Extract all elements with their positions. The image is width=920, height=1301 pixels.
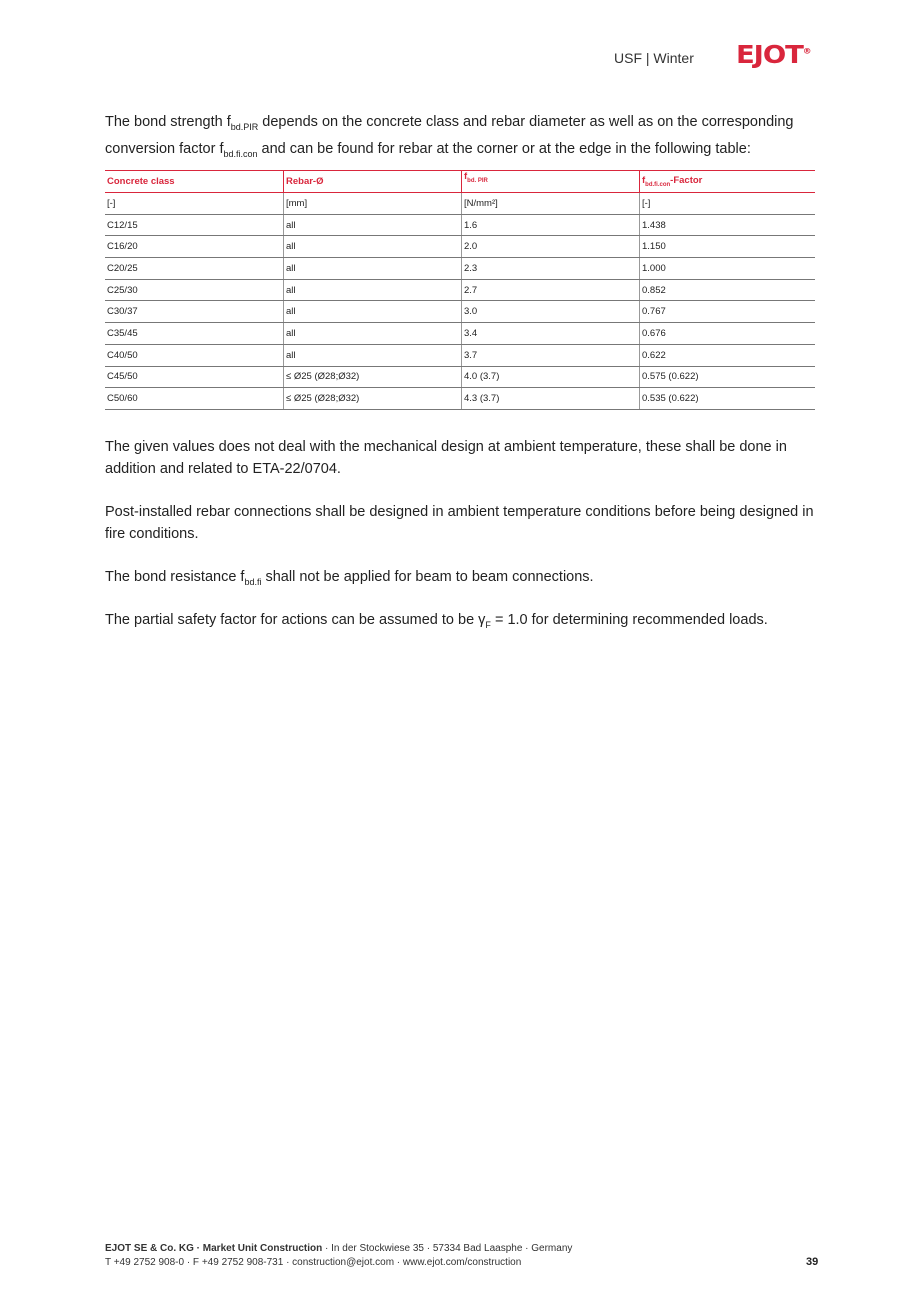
header-fbd-pir <box>462 171 640 193</box>
cell: C40/50 <box>105 344 284 366</box>
text: = 1.0 for determining recommended loads. <box>490 612 768 628</box>
ejot-logo: EJOT® <box>736 40 811 69</box>
table-row <box>105 388 815 410</box>
header-title: USF | Winter <box>614 50 694 66</box>
cell: C50/60 <box>105 388 284 410</box>
table-header-row <box>105 171 815 193</box>
subscript: F <box>485 619 491 630</box>
subscript: bd.fi.con <box>645 181 671 188</box>
cell: all <box>284 214 462 236</box>
cell: [mm] <box>284 193 462 215</box>
cell: C35/45 <box>105 323 284 345</box>
cell: [N/mm²] <box>462 193 640 215</box>
cell: 1.438 <box>640 214 816 236</box>
cell: 2.0 <box>462 236 640 258</box>
cell: 2.3 <box>462 258 640 280</box>
header-rebar: Rebar-Ø <box>284 171 462 193</box>
units-row <box>105 193 815 215</box>
cell: 0.852 <box>640 279 816 301</box>
text: The partial safety factor for actions can be assumed to be γ <box>105 612 486 628</box>
cell: all <box>284 279 462 301</box>
cell: ≤ Ø25 (Ø28;Ø32) <box>284 388 462 410</box>
cell: all <box>284 301 462 323</box>
cell: 4.3 (3.7) <box>462 388 640 410</box>
cell: all <box>284 344 462 366</box>
text: -Factor <box>670 175 703 187</box>
cell: ≤ Ø25 (Ø28;Ø32) <box>284 366 462 388</box>
cell: 0.767 <box>640 301 816 323</box>
footer <box>105 1242 572 1270</box>
cell: all <box>284 323 462 345</box>
address: · In der Stockwiese 35 · 57334 Bad Laasphe · Germany <box>322 1243 573 1254</box>
text: The bond strength f <box>105 114 231 130</box>
paragraph-ambient: The given values does not deal with the mechanical design at ambient temperature, these shall be done in addition and related to ETA-22/0704. <box>105 439 787 477</box>
table-row <box>105 323 815 345</box>
cell: C30/37 <box>105 301 284 323</box>
text: shall not be applied for beam to beam connections. <box>261 569 594 585</box>
text: f <box>464 171 468 182</box>
table-row <box>105 279 815 301</box>
cell: all <box>284 236 462 258</box>
cell: C12/15 <box>105 214 284 236</box>
cell: 3.7 <box>462 344 640 366</box>
intro-paragraph <box>105 111 817 165</box>
page-number: 39 <box>806 1256 819 1268</box>
subscript: bd.PIR <box>230 121 259 132</box>
cell: [-] <box>640 193 816 215</box>
cell: 2.7 <box>462 279 640 301</box>
cell: 3.4 <box>462 323 640 345</box>
text: f <box>642 175 646 187</box>
table-row <box>105 258 815 280</box>
text: The bond resistance f <box>105 569 245 585</box>
cell: [-] <box>105 193 284 215</box>
subscript: bd.fi.con <box>223 148 258 159</box>
cell: 0.535 (0.622) <box>640 388 816 410</box>
table-row <box>105 344 815 366</box>
cell: all <box>284 258 462 280</box>
paragraph-bond-resistance <box>105 566 817 593</box>
cell: 0.622 <box>640 344 816 366</box>
cell: C16/20 <box>105 236 284 258</box>
table-row <box>105 214 815 236</box>
paragraph-safety-factor <box>105 609 817 636</box>
table-row <box>105 366 815 388</box>
cell: 0.676 <box>640 323 816 345</box>
cell: 0.575 (0.622) <box>640 366 816 388</box>
table-row <box>105 236 815 258</box>
cell: 1.150 <box>640 236 816 258</box>
text: and can be found for rebar at the corner or at the edge in the following table: <box>257 140 751 157</box>
cell: C25/30 <box>105 279 284 301</box>
header-factor <box>640 171 816 193</box>
subscript: bd.fi <box>244 576 262 587</box>
paragraph-post-installed: Post-installed rebar connections shall be designed in ambient temperature conditions before being designed in fire conditions. <box>105 504 814 542</box>
company-name: EJOT SE & Co. KG · Market Unit Construction <box>105 1243 323 1254</box>
contact: T +49 2752 908-0 · F +49 2752 908-731 · construction@ejot.com · www.ejot.com/construction <box>105 1257 522 1268</box>
cell: C45/50 <box>105 366 284 388</box>
cell: 4.0 (3.7) <box>462 366 640 388</box>
table-row <box>105 301 815 323</box>
bond-strength-table <box>105 170 815 410</box>
cell: 3.0 <box>462 301 640 323</box>
subscript: bd. PIR <box>467 177 488 184</box>
header-concrete-class: Concrete class <box>105 171 284 193</box>
text: depends on the concrete class and rebar diameter as well as on the corresponding conversion factor f <box>105 114 794 157</box>
cell: 1.6 <box>462 214 640 236</box>
cell: C20/25 <box>105 258 284 280</box>
cell: 1.000 <box>640 258 816 280</box>
